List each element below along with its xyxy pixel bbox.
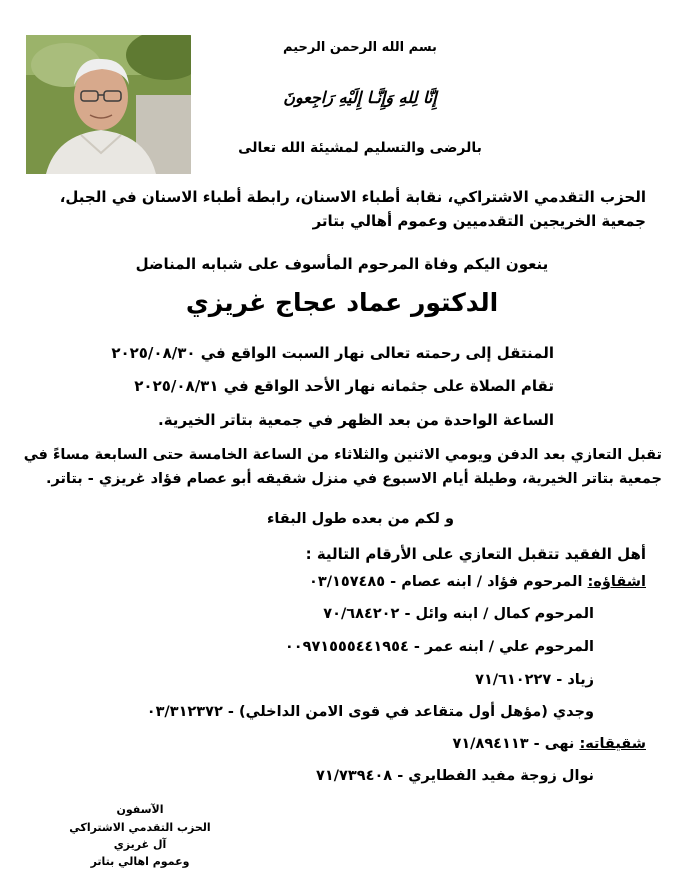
sister-entry [452,736,646,752]
announcement: ينعون اليكم وفاة المرحوم المأسوف على شبابه المناضل [135,255,549,273]
condolences-line-2: جمعية بتاتر الخيرية، وطيلة أيام الاسبوع في منزل شقيقه أبو عصام فؤاد غريزي - بتاتر. [45,471,662,487]
closing-line: و لكم من بعده طول البقاء [266,511,454,527]
death-date-line: المنتقل إلى رحمته تعالى نهار السبت الواقع في ٢٠٢٥/٠٨/٣٠ [111,344,554,362]
brothers-heading: اشقاؤه: [587,574,646,590]
basmala: بسم الله الرحمن الرحيم [283,40,437,55]
signature-title: الآسفون [116,803,164,816]
deceased-photo [26,35,191,174]
quran-verse: إِنَّا لِلهِ وَإِنَّـا إِلَيْهِ رَاجِعونَ [283,88,437,107]
brother-entry [309,574,646,590]
brother-entry: المرحوم علي / ابنه عمر - ٠٠٩٧١٥٥٥٤٤١٩٥٤ [284,639,594,655]
prayer-date-line: تقام الصلاة على جثمانه نهار الأحد الواقع في ٢٠٢٥/٠٨/٣١ [134,377,554,395]
sister-entry: نوال زوجة مفيد الفطايري - ٧١/٧٣٩٤٠٨ [316,768,594,784]
sister-entry-text: نهى - ٧١/٨٩٤١١٣ [452,736,575,752]
acceptance-line: بالرضى والتسليم لمشيئة الله تعالى [238,140,482,156]
prayer-time-line: الساعة الواحدة من بعد الظهر في جمعية بتاتر الخيرية. [158,411,554,429]
sisters-heading: شقيقاته: [579,736,646,752]
brother-entry-text: المرحوم فؤاد / ابنه عصام - ٠٣/١٥٧٤٨٥ [309,574,583,590]
family-phones-title: أهل الفقيد تتقبل التعازي على الأرقام التالية : [305,545,646,563]
brother-entry: زياد - ٧١/٦١٠٢٢٧ [475,672,594,688]
deceased-name: الدكتور عماد عجاج غريزي [185,288,499,317]
condolences-line-1: تقبل التعازي بعد الدفن ويومي الاثنين والثلاثاء من الساعة الخامسة حتى السابعة مساءً في [23,447,662,463]
brother-entry: المرحوم كمال / ابنه وائل - ٧٠/٦٨٤٢٠٢ [323,606,594,622]
brother-entry: وجدي (مؤهل أول متقاعد في قوى الامن الداخلي) - ٠٣/٣١٢٣٧٢ [146,704,594,720]
signature-line: آل غريزي [113,838,167,851]
signature-line: الحزب التقدمي الاشتراكي [69,821,211,834]
signature-line: وعموم اهالي بتاتر [90,855,190,868]
portrait-image [26,35,191,174]
organizations-line-2: جمعية الخريجين التقدميين وعموم أهالي بتاتر [312,212,646,230]
organizations-line-1: الحزب التقدمي الاشتراكي، نقابة أطباء الاسنان، رابطة أطباء الاسنان في الجبل، [59,188,646,206]
